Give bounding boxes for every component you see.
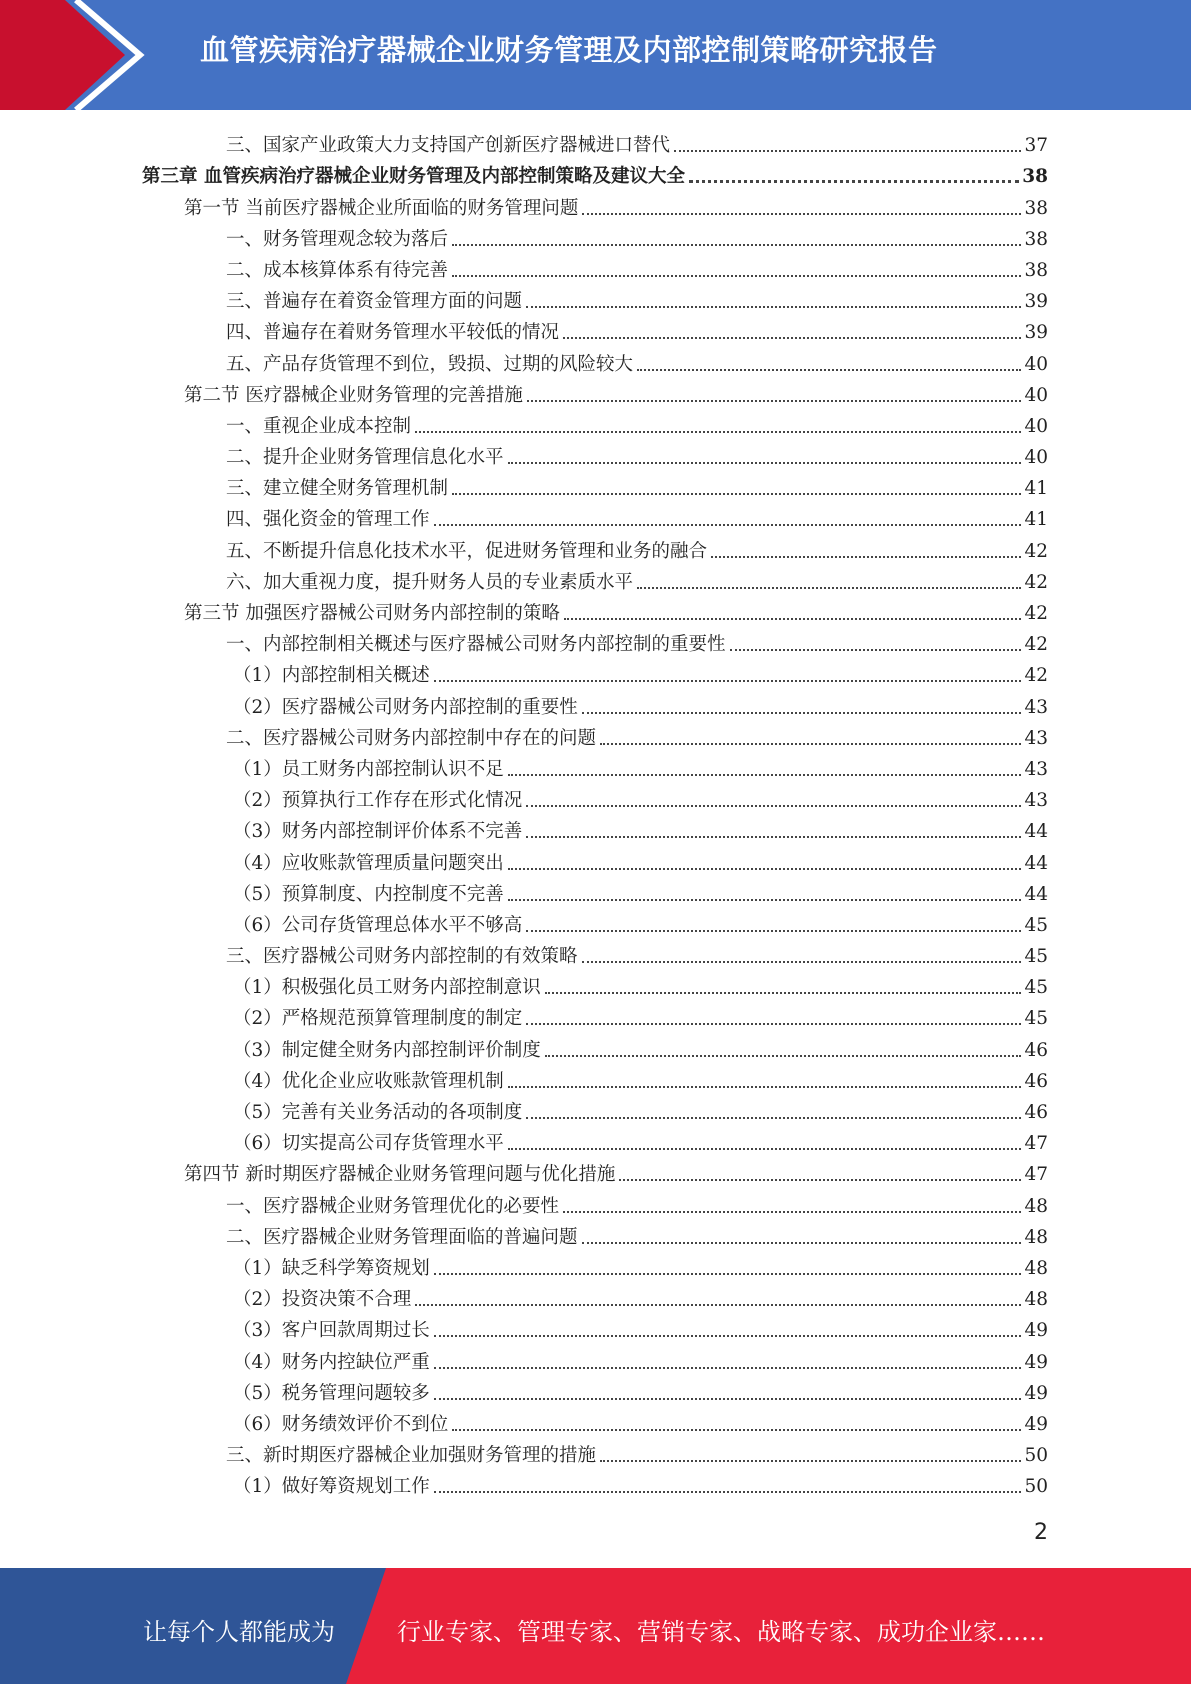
toc-entry-title: （3）制定健全财务内部控制评价制度 — [233, 1039, 541, 1061]
toc-entry[interactable] — [0, 377, 1191, 408]
toc-dot-leader — [730, 649, 1022, 651]
toc-dot-leader — [582, 1242, 1022, 1244]
toc-entry-page: 44 — [1024, 821, 1048, 843]
toc-dot-leader — [434, 1273, 1022, 1275]
toc-entry-page: 47 — [1024, 1133, 1048, 1155]
toc-dot-leader — [582, 961, 1022, 963]
toc-dot-leader — [526, 805, 1021, 807]
table-of-contents — [0, 127, 1191, 1499]
toc-entry[interactable] — [0, 1125, 1191, 1156]
toc-dot-leader — [434, 1398, 1022, 1400]
toc-entry-title: （5）完善有关业务活动的各项制度 — [233, 1102, 523, 1123]
toc-entry-page: 45 — [1024, 914, 1048, 936]
header-banner — [0, 0, 1191, 110]
toc-entry-page: 45 — [1024, 946, 1048, 968]
toc-entry-page: 38 — [1024, 228, 1048, 250]
toc-dot-leader — [582, 213, 1021, 215]
toc-entry-title: 二、成本核算体系有待完善 — [226, 259, 449, 281]
toc-entry-title: （5）预算制度、内控制度不完善 — [233, 883, 504, 905]
toc-entry-title: 五、不断提升信息化技术水平，促进财务管理和业务的融合 — [226, 540, 708, 562]
footer-slogan-right: 行业专家、管理专家、营销专家、战略专家、成功企业家…… — [397, 1618, 1045, 1646]
toc-entry-title: 第三节 加强医疗器械公司财务内部控制的策略 — [184, 603, 560, 624]
toc-entry-title: （6）财务绩效评价不到位 — [233, 1413, 449, 1435]
footer-slogan-left: 让每个人都能成为 — [143, 1618, 335, 1646]
toc-entry[interactable] — [0, 314, 1191, 345]
toc-entry-title: 二、提升企业财务管理信息化水平 — [226, 447, 504, 469]
toc-dot-leader — [564, 618, 1022, 620]
toc-entry[interactable] — [0, 626, 1191, 657]
toc-entry[interactable] — [0, 1343, 1191, 1374]
toc-entry-title: 一、重视企业成本控制 — [226, 415, 412, 437]
toc-entry-page: 45 — [1024, 977, 1048, 999]
toc-entry-page: 47 — [1024, 1164, 1048, 1186]
toc-entry[interactable] — [0, 221, 1191, 252]
toc-dot-leader — [689, 180, 1019, 183]
toc-entry-page: 41 — [1024, 509, 1048, 531]
toc-entry-title: （2）医疗器械公司财务内部控制的重要性 — [233, 696, 578, 718]
toc-entry-page: 46 — [1024, 1070, 1048, 1092]
toc-dot-leader — [415, 431, 1021, 433]
toc-dot-leader — [434, 524, 1022, 526]
report-title: 血管疾病治疗器械企业财务管理及内部控制策略研究报告 — [200, 33, 938, 67]
toc-entry-page: 48 — [1024, 1257, 1048, 1279]
toc-entry[interactable] — [0, 1406, 1191, 1437]
toc-entry-page: 38 — [1024, 197, 1048, 219]
toc-entry-title: 一、内部控制相关概述与医疗器械公司财务内部控制的重要性 — [226, 634, 726, 656]
toc-entry-page: 40 — [1024, 353, 1048, 375]
toc-entry-page: 43 — [1024, 727, 1048, 749]
toc-dot-leader — [674, 150, 1021, 152]
toc-entry-title: （5）税务管理问题较多 — [233, 1382, 430, 1404]
toc-entry-page: 45 — [1024, 1008, 1048, 1030]
toc-dot-leader — [526, 1117, 1021, 1119]
toc-entry[interactable] — [0, 1094, 1191, 1125]
toc-entry-title: （2）严格规范预算管理制度的制定 — [233, 1008, 523, 1030]
toc-entry-page: 49 — [1024, 1413, 1048, 1435]
toc-entry-page: 43 — [1024, 696, 1048, 718]
toc-entry-page: 44 — [1024, 883, 1048, 905]
toc-entry[interactable] — [0, 1031, 1191, 1062]
toc-entry-page: 46 — [1024, 1039, 1048, 1061]
toc-dot-leader — [711, 556, 1021, 558]
toc-dot-leader — [452, 244, 1021, 246]
toc-entry-title: （4）应收账款管理质量问题突出 — [233, 852, 504, 874]
toc-entry[interactable] — [0, 1000, 1191, 1031]
toc-entry-page: 42 — [1024, 540, 1048, 562]
toc-entry-page: 42 — [1024, 571, 1048, 593]
toc-entry-title: （3）客户回款周期过长 — [233, 1320, 430, 1342]
toc-entry-page: 42 — [1024, 665, 1048, 687]
toc-entry[interactable] — [0, 252, 1191, 283]
toc-entry-title: 二、医疗器械企业财务管理面临的普遍问题 — [226, 1226, 578, 1248]
toc-dot-leader — [508, 1086, 1022, 1088]
toc-entry-title: 一、医疗器械企业财务管理优化的必要性 — [226, 1195, 560, 1217]
toc-dot-leader — [637, 587, 1021, 589]
toc-entry-title: （4）财务内控缺位严重 — [233, 1351, 430, 1373]
toc-dot-leader — [526, 836, 1021, 838]
toc-entry[interactable] — [0, 844, 1191, 875]
toc-entry-page: 37 — [1024, 135, 1048, 157]
toc-entry[interactable] — [0, 782, 1191, 813]
toc-entry-title: 第二节 医疗器械企业财务管理的完善措施 — [184, 384, 523, 406]
toc-entry-page: 42 — [1024, 634, 1048, 656]
toc-entry-page: 38 — [1024, 259, 1048, 281]
toc-dot-leader — [434, 1491, 1022, 1493]
toc-entry[interactable] — [0, 876, 1191, 907]
toc-dot-leader — [508, 462, 1022, 464]
footer-banner — [0, 1568, 1191, 1684]
toc-entry-title: （1）员工财务内部控制认识不足 — [233, 758, 504, 780]
toc-entry[interactable] — [0, 595, 1191, 626]
toc-entry-title: （1）内部控制相关概述 — [233, 665, 430, 687]
toc-entry-title: （1）积极强化员工财务内部控制意识 — [233, 977, 541, 999]
toc-dot-leader — [563, 337, 1021, 339]
toc-dot-leader — [545, 992, 1022, 994]
toc-entry-page: 49 — [1024, 1351, 1048, 1373]
toc-entry[interactable] — [0, 813, 1191, 844]
toc-entry-page: 40 — [1024, 415, 1048, 437]
toc-entry-page: 43 — [1024, 790, 1048, 812]
toc-entry-title: 五、产品存货管理不到位，毁损、过期的风险较大 — [226, 353, 634, 375]
toc-dot-leader — [508, 899, 1022, 901]
toc-entry-page: 49 — [1024, 1382, 1048, 1404]
toc-entry[interactable] — [0, 938, 1191, 969]
toc-dot-leader — [526, 306, 1021, 308]
toc-entry-page: 44 — [1024, 852, 1048, 874]
toc-entry-page: 42 — [1024, 603, 1048, 624]
toc-dot-leader — [508, 774, 1022, 776]
toc-entry[interactable] — [0, 532, 1191, 563]
toc-entry-page: 49 — [1024, 1320, 1048, 1342]
toc-entry-page: 40 — [1024, 447, 1048, 469]
page-number: 2 — [1034, 1520, 1048, 1545]
toc-entry[interactable] — [0, 751, 1191, 782]
toc-entry-title: 第一节 当前医疗器械企业所面临的财务管理问题 — [184, 197, 579, 219]
toc-dot-leader — [434, 1367, 1022, 1369]
toc-entry-title: 二、医疗器械公司财务内部控制中存在的问题 — [226, 727, 597, 749]
toc-entry-title: （2）投资决策不合理 — [233, 1289, 412, 1311]
toc-entry-title: 三、建立健全财务管理机制 — [226, 478, 449, 500]
toc-entry[interactable] — [0, 1219, 1191, 1250]
toc-entry[interactable] — [0, 1437, 1191, 1468]
toc-dot-leader — [526, 1023, 1021, 1025]
toc-entry-page: 46 — [1024, 1102, 1048, 1123]
toc-entry[interactable] — [0, 158, 1191, 189]
toc-entry-title: 三、普遍存在着资金管理方面的问题 — [226, 291, 523, 313]
toc-entry[interactable] — [0, 127, 1191, 158]
toc-entry[interactable] — [0, 501, 1191, 532]
toc-entry-page: 50 — [1024, 1476, 1048, 1498]
toc-entry[interactable] — [0, 907, 1191, 938]
toc-entry[interactable] — [0, 189, 1191, 220]
toc-entry-page: 48 — [1024, 1289, 1048, 1311]
toc-dot-leader — [545, 1055, 1022, 1057]
toc-entry-page: 38 — [1022, 166, 1048, 188]
toc-dot-leader — [508, 1148, 1022, 1150]
toc-entry[interactable] — [0, 283, 1191, 314]
toc-entry[interactable] — [0, 1187, 1191, 1218]
toc-entry-title: （2）预算执行工作存在形式化情况 — [233, 790, 523, 812]
toc-entry[interactable] — [0, 564, 1191, 595]
toc-entry[interactable] — [0, 439, 1191, 470]
toc-entry[interactable] — [0, 408, 1191, 439]
toc-entry[interactable] — [0, 1281, 1191, 1312]
toc-entry-title: （1）缺乏科学筹资规划 — [233, 1257, 430, 1279]
toc-entry-title: 第三章 血管疾病治疗器械企业财务管理及内部控制策略及建议大全 — [142, 166, 685, 188]
toc-entry-title: 第四节 新时期医疗器械企业财务管理问题与优化措施 — [184, 1164, 616, 1186]
toc-dot-leader — [582, 712, 1022, 714]
toc-dot-leader — [637, 369, 1021, 371]
toc-entry-title: 一、财务管理观念较为落后 — [226, 228, 449, 250]
toc-dot-leader — [452, 1429, 1021, 1431]
toc-dot-leader — [619, 1179, 1021, 1181]
toc-dot-leader — [600, 743, 1021, 745]
toc-entry-page: 39 — [1024, 291, 1048, 313]
toc-entry-title: （6）公司存货管理总体水平不够高 — [233, 914, 523, 936]
toc-entry[interactable] — [0, 688, 1191, 719]
toc-entry[interactable] — [0, 657, 1191, 688]
toc-dot-leader — [600, 1460, 1021, 1462]
toc-entry-title: 三、国家产业政策大力支持国产创新医疗器械进口替代 — [226, 135, 671, 157]
toc-entry[interactable] — [0, 1375, 1191, 1406]
toc-entry-page: 48 — [1024, 1195, 1048, 1217]
toc-entry[interactable] — [0, 969, 1191, 1000]
toc-entry-page: 40 — [1024, 384, 1048, 406]
toc-entry-title: （1）做好筹资规划工作 — [233, 1476, 430, 1498]
toc-entry-page: 43 — [1024, 758, 1048, 780]
toc-entry-page: 39 — [1024, 322, 1048, 344]
toc-entry-title: 三、医疗器械公司财务内部控制的有效策略 — [226, 946, 578, 968]
toc-entry-title: （4）优化企业应收账款管理机制 — [233, 1070, 504, 1092]
toc-entry-title: 三、新时期医疗器械企业加强财务管理的措施 — [226, 1445, 597, 1467]
toc-dot-leader — [452, 493, 1021, 495]
header-arrow-decoration — [0, 0, 150, 110]
toc-entry-page: 48 — [1024, 1226, 1048, 1248]
toc-entry-title: 四、普遍存在着财务管理水平较低的情况 — [226, 322, 560, 344]
toc-dot-leader — [526, 930, 1021, 932]
toc-entry[interactable] — [0, 470, 1191, 501]
toc-entry[interactable] — [0, 1063, 1191, 1094]
toc-entry[interactable] — [0, 345, 1191, 376]
toc-dot-leader — [508, 868, 1022, 870]
toc-entry-title: 四、强化资金的管理工作 — [226, 509, 430, 531]
toc-entry[interactable] — [0, 1250, 1191, 1281]
toc-dot-leader — [434, 680, 1022, 682]
toc-entry[interactable] — [0, 1468, 1191, 1499]
toc-entry[interactable] — [0, 720, 1191, 751]
toc-dot-leader — [434, 1335, 1022, 1337]
toc-entry-title: （3）财务内部控制评价体系不完善 — [233, 821, 523, 843]
toc-dot-leader — [527, 400, 1022, 402]
toc-entry-title: （6）切实提高公司存货管理水平 — [233, 1133, 504, 1155]
toc-entry[interactable] — [0, 1156, 1191, 1187]
toc-dot-leader — [452, 275, 1021, 277]
toc-entry-page: 41 — [1024, 478, 1048, 500]
toc-entry-title: 六、加大重视力度，提升财务人员的专业素质水平 — [226, 571, 634, 593]
toc-entry-page: 50 — [1024, 1445, 1048, 1467]
toc-dot-leader — [415, 1304, 1021, 1306]
toc-dot-leader — [563, 1211, 1021, 1213]
toc-entry[interactable] — [0, 1312, 1191, 1343]
